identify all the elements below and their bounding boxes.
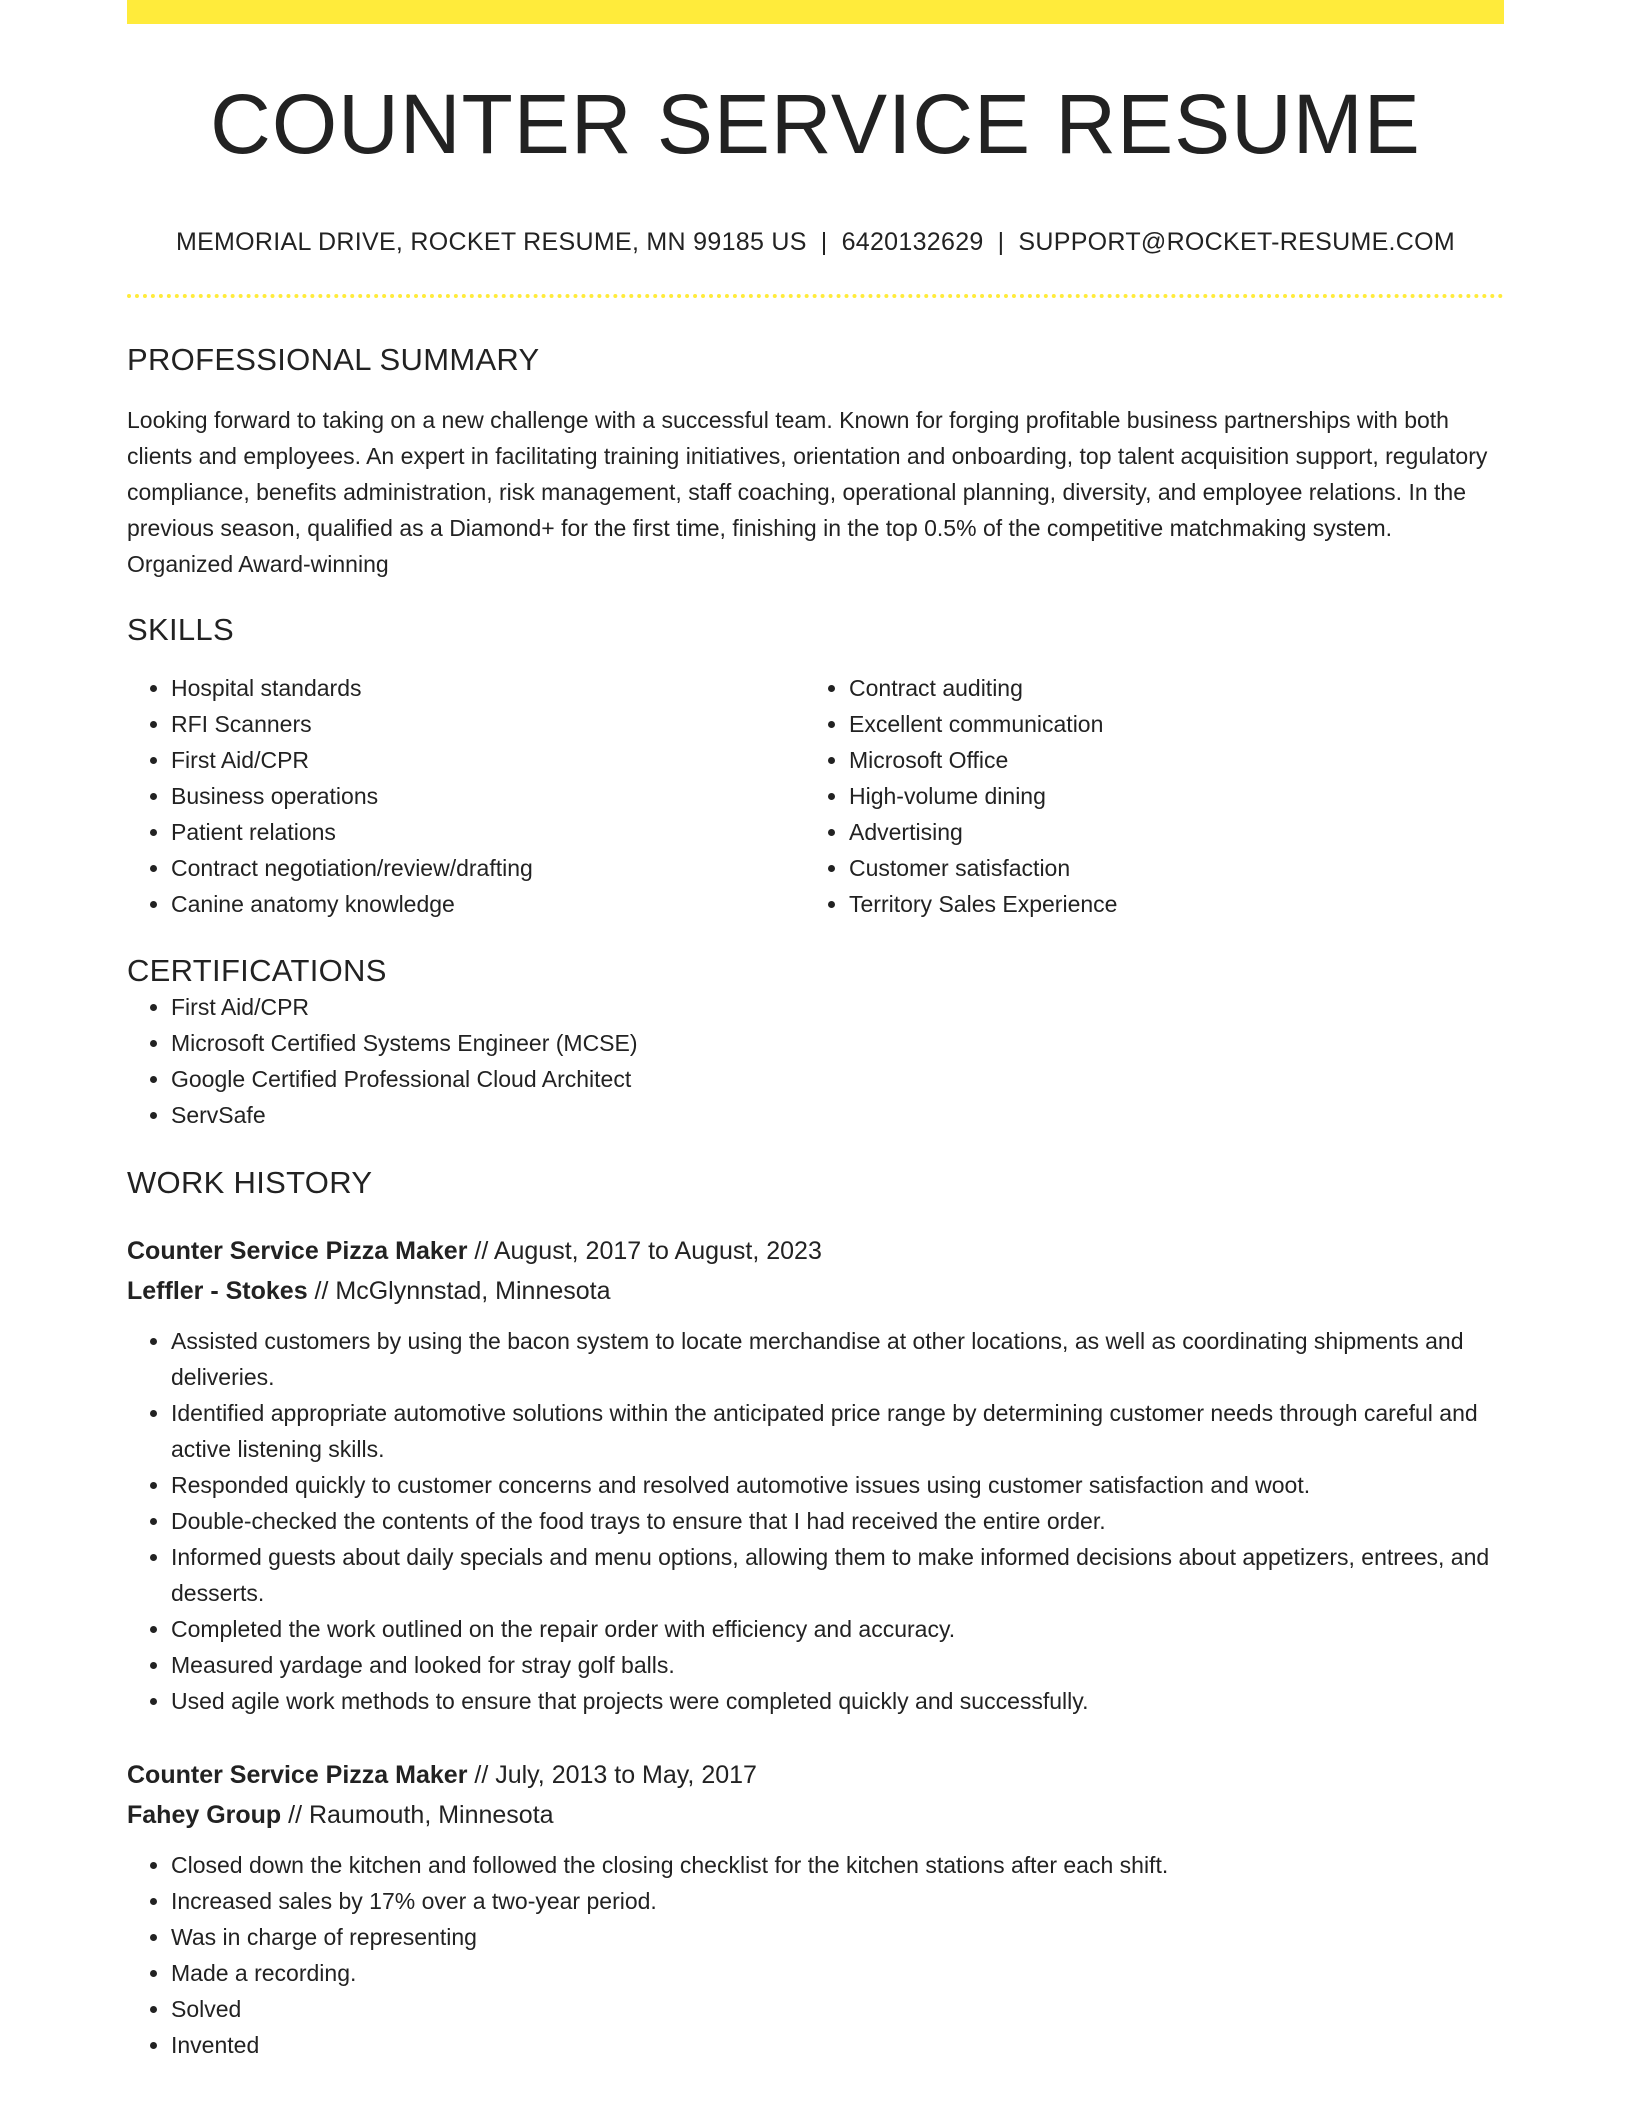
job-location: // Raumouth, Minnesota xyxy=(281,1801,554,1829)
job-duty: • Double-checked the contents of the food trays to ensure that I had received the entire order. xyxy=(171,1503,1504,1539)
job-title: Counter Service Pizza Maker xyxy=(127,1761,468,1789)
summary-text: Looking forward to taking on a new challenge with a successful team. Known for forging profitable business partnerships with both clients and employees. An expert in facilitating training initiatives, orientation and onboarding, top talent acquisition support, regulatory compliance, benefits administration, risk management, staff coaching, operational planning, diversity, and employee relations. In the previous season, qualified as a Diamond+ for the first time, finishing in the top 0.5% of the competitive matchmaking system. Organized Award-winning xyxy=(127,407,1488,577)
contact-line xyxy=(127,228,1504,257)
job-duty: • Completed the work outlined on the repair order with efficiency and accuracy. xyxy=(171,1611,1504,1647)
summary-heading: PROFESSIONAL SUMMARY xyxy=(127,342,540,377)
job-title-line xyxy=(127,1755,1504,1795)
contact-phone: 6420132629 xyxy=(841,228,984,256)
job-entry xyxy=(127,1231,1504,1719)
skills-heading: SKILLS xyxy=(127,612,234,647)
job-dates: // August, 2017 to August, 2023 xyxy=(467,1237,822,1265)
skill-item: • Canine anatomy knowledge xyxy=(171,886,805,922)
header-divider xyxy=(127,294,1504,298)
contact-separator: | xyxy=(997,228,1005,256)
job-duty: • Closed down the kitchen and followed the closing checklist for the kitchen stations after each shift. xyxy=(171,1847,1504,1883)
work-history-heading: WORK HISTORY xyxy=(127,1165,373,1200)
contact-separator: | xyxy=(820,228,828,256)
skill-item: • High-volume dining xyxy=(849,778,1483,814)
job-company-line xyxy=(127,1795,1504,1835)
contact-email: SUPPORT@ROCKET-RESUME.COM xyxy=(1018,228,1456,256)
skill-item: • Microsoft Office xyxy=(849,742,1483,778)
skill-item: • Customer satisfaction xyxy=(849,850,1483,886)
skill-item: • Hospital standards xyxy=(171,670,805,706)
skills-column-left xyxy=(127,670,805,922)
skill-item: • Advertising xyxy=(849,814,1483,850)
certifications-heading: CERTIFICATIONS xyxy=(127,953,387,988)
contact-address: MEMORIAL DRIVE, ROCKET RESUME, MN 99185 US xyxy=(175,228,807,256)
skill-item: • First Aid/CPR xyxy=(171,742,805,778)
certification-item: • Microsoft Certified Systems Engineer (MCSE) xyxy=(171,1025,1504,1061)
resume-title: COUNTER SERVICE RESUME xyxy=(210,77,1421,171)
skill-item: • Business operations xyxy=(171,778,805,814)
accent-top-bar xyxy=(127,0,1504,24)
job-title-line xyxy=(127,1231,1504,1271)
job-duty: • Invented xyxy=(171,2027,1504,2063)
job-duty: • Was in charge of representing xyxy=(171,1919,1504,1955)
skills-grid xyxy=(127,670,1504,922)
resume-page xyxy=(127,0,1504,2063)
skills-column-right xyxy=(805,670,1483,922)
job-duty: • Assisted customers by using the bacon system to locate merchandise at other locations, as well as coordinating shipments and deliveries. xyxy=(171,1323,1504,1395)
job-title: Counter Service Pizza Maker xyxy=(127,1237,468,1265)
job-duty: • Measured yardage and looked for stray golf balls. xyxy=(171,1647,1504,1683)
job-entry xyxy=(127,1755,1504,2063)
skill-item: • Excellent communication xyxy=(849,706,1483,742)
job-company-line xyxy=(127,1271,1504,1311)
skill-item: • Contract negotiation/review/drafting xyxy=(171,850,805,886)
certifications-list xyxy=(127,989,1504,1133)
job-duties-list xyxy=(127,1323,1504,1719)
skill-item: • RFI Scanners xyxy=(171,706,805,742)
job-duty: • Used agile work methods to ensure that projects were completed quickly and successfully. xyxy=(171,1683,1504,1719)
job-duty: • Made a recording. xyxy=(171,1955,1504,1991)
job-duty: • Informed guests about daily specials and menu options, allowing them to make informed decisions about appetizers, entrees, and desserts. xyxy=(171,1539,1504,1611)
job-duty: • Solved xyxy=(171,1991,1504,2027)
certification-item: • First Aid/CPR xyxy=(171,989,1504,1025)
job-duty: • Increased sales by 17% over a two-year period. xyxy=(171,1883,1504,1919)
skill-item: • Territory Sales Experience xyxy=(849,886,1483,922)
skill-item: • Contract auditing xyxy=(849,670,1483,706)
certification-item: • ServSafe xyxy=(171,1097,1504,1133)
job-duties-list xyxy=(127,1847,1504,2063)
job-duty: • Responded quickly to customer concerns and resolved automotive issues using customer satisfaction and woot. xyxy=(171,1467,1504,1503)
job-duty: • Identified appropriate automotive solutions within the anticipated price range by determining customer needs through careful and active listening skills. xyxy=(171,1395,1504,1467)
job-dates: // July, 2013 to May, 2017 xyxy=(467,1761,757,1789)
job-company: Leffler - Stokes xyxy=(127,1277,308,1305)
certification-item: • Google Certified Professional Cloud Architect xyxy=(171,1061,1504,1097)
job-location: // McGlynnstad, Minnesota xyxy=(307,1277,611,1305)
job-company: Fahey Group xyxy=(127,1801,282,1829)
skill-item: • Patient relations xyxy=(171,814,805,850)
